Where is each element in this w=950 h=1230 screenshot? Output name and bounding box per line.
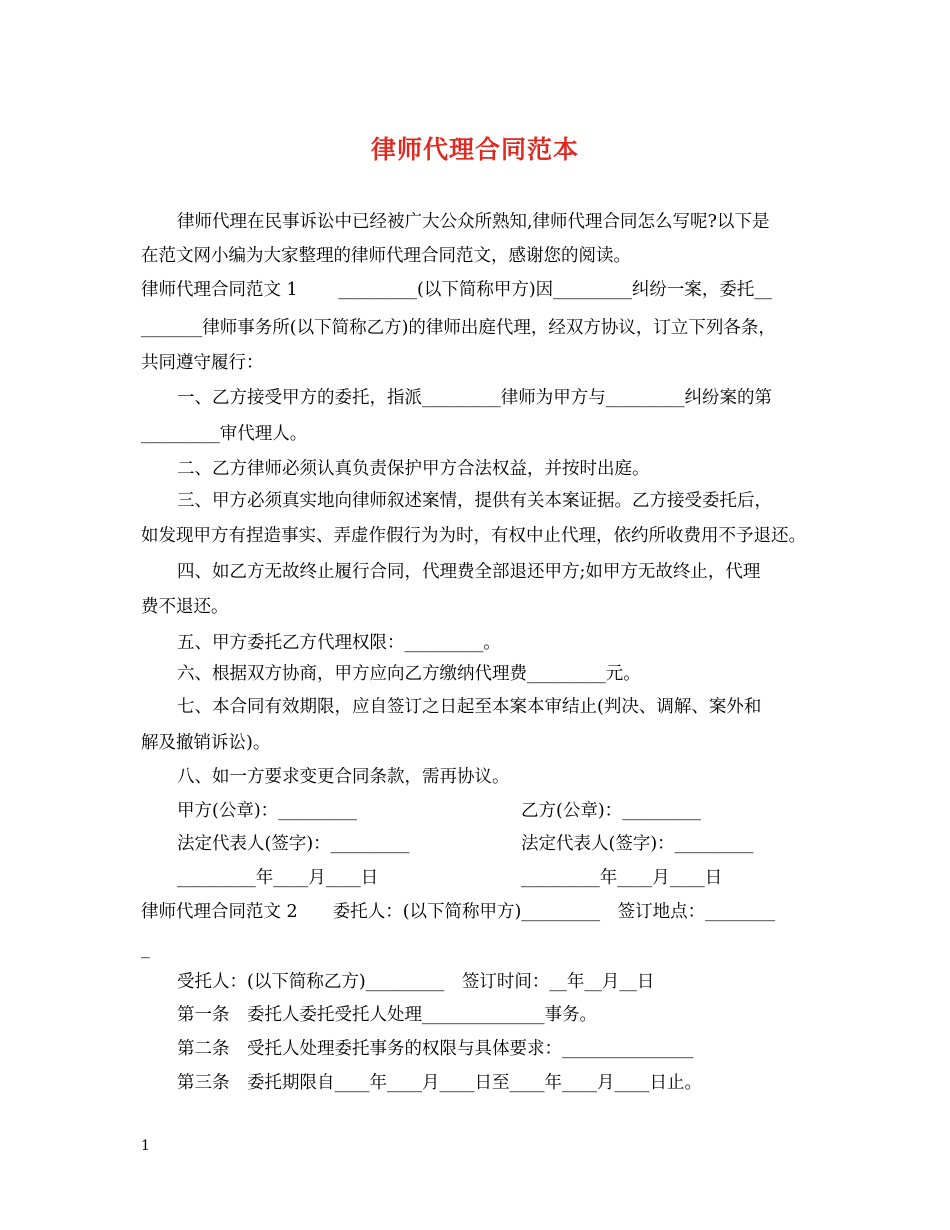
paragraph-line: 三、甲方必须真实地向律师叙述案情，提供有关本案证据。乙方接受委托后， — [177, 491, 772, 511]
party-a-date: _________年____月____日 — [177, 868, 379, 888]
paragraph-line: 八、如一方要求变更合同条款，需再协议。 — [177, 767, 510, 787]
paragraph-line: 五、甲方委托乙方代理权限：_________。 — [177, 633, 501, 653]
signature-row — [177, 866, 877, 890]
paragraph-line: 一、乙方接受甲方的委托，指派_________律师为甲方与_________纠纷案的第 — [177, 388, 772, 408]
paragraph-line: _______律师事务所(以下简称乙方)的律师出庭代理，经双方协议，订立下列各条， — [141, 318, 776, 338]
paragraph-line: 七、本合同有效期限，应自签订之日起至本案本审结止(判决、调解、案外和 — [177, 697, 762, 717]
paragraph-line: 律师代理合同范文 1 _________(以下简称甲方)因_________纠纷一案，委托__ — [141, 280, 772, 300]
paragraph-line: 受托人：(以下简称乙方)_________ 签订时间：__年__月__日 — [177, 972, 655, 992]
paragraph-line: 四、如乙方无故终止履行合同，代理费全部退还甲方;如甲方无故终止，代理 — [177, 562, 761, 582]
paragraph-line: 共同遵守履行： — [141, 353, 264, 373]
paragraph-line: 律师代理合同范文 2 委托人：(以下简称甲方)_________ 签订地点：________ — [141, 902, 776, 922]
paragraph-line: 第二条 受托人处理委托事务的权限与具体要求：_______________ — [177, 1039, 694, 1059]
page-number: 1 — [141, 1138, 150, 1154]
paragraph-line: 在范文网小编为大家整理的律师代理合同范文，感谢您的阅读。 — [141, 246, 631, 266]
paragraph-line: 费不退还。 — [141, 597, 229, 617]
paragraph-line: 解及撤销诉讼)。 — [141, 733, 271, 753]
party-a-seal: 甲方(公章)：_________ — [177, 801, 357, 821]
paragraph-line: 第一条 委托人委托受托人处理______________事务。 — [177, 1005, 597, 1025]
signature-row — [177, 832, 877, 856]
party-b-date: _________年____月____日 — [521, 868, 723, 888]
signature-row — [177, 799, 877, 823]
paragraph-line: _ — [141, 939, 150, 959]
paragraph-line: 如发现甲方有捏造事实、弄虚作假行为为时，有权中止代理，依约所收费用不予退还。 — [141, 526, 806, 546]
paragraph-line: _________审代理人。 — [141, 424, 308, 444]
paragraph-line: 二、乙方律师必须认真负责保护甲方合法权益，并按时出庭。 — [177, 459, 650, 479]
paragraph-line: 六、根据双方协商，甲方应向乙方缴纳代理费_________元。 — [177, 664, 641, 684]
party-b-representative: 法定代表人(签字)：_________ — [521, 834, 754, 854]
party-b-seal: 乙方(公章)：_________ — [521, 801, 701, 821]
paragraph-line: 第三条 委托期限自____年____月____日至____年____月____日止。 — [177, 1073, 702, 1093]
document-title: 律师代理合同范本 — [370, 135, 579, 164]
paragraph-line: 律师代理在民事诉讼中已经被广大公众所熟知,律师代理合同怎么写呢?以下是 — [177, 212, 770, 232]
party-a-representative: 法定代表人(签字)：_________ — [177, 834, 410, 854]
